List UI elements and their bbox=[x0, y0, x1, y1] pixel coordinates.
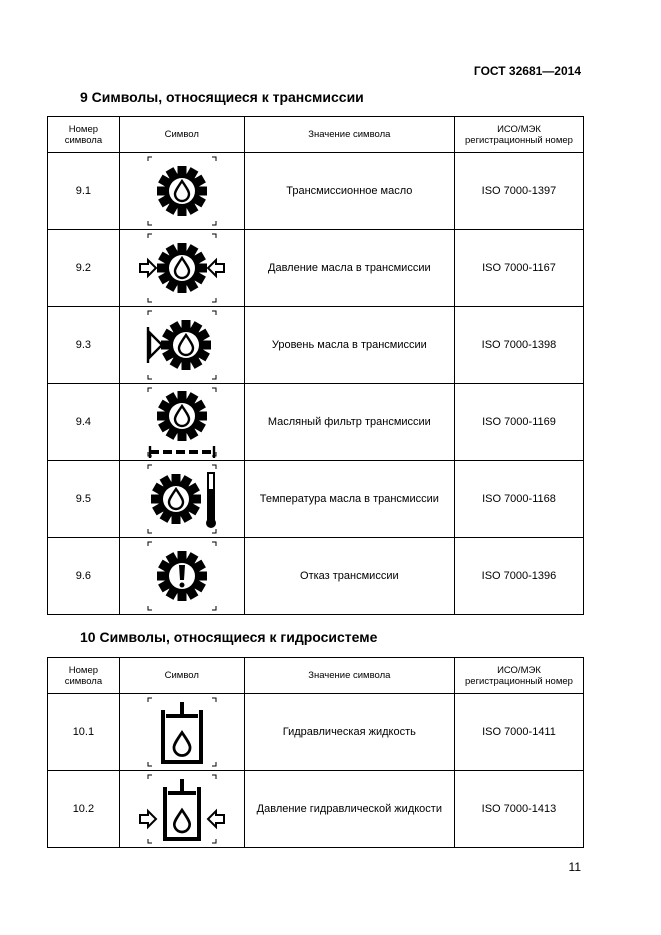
table-row bbox=[48, 694, 584, 771]
header-meaning: Значение символа bbox=[244, 658, 454, 694]
symbol-cell bbox=[119, 153, 244, 230]
symbol-number: 10.1 bbox=[48, 694, 120, 771]
section-10-title: 10 Символы, относящиеся к гидросистеме bbox=[80, 629, 378, 645]
header-reg-number: ИСО/МЭК регистрационный номер bbox=[454, 117, 583, 153]
symbol-reg-number: ISO 7000-1169 bbox=[454, 384, 583, 461]
gear-exclamation-icon bbox=[122, 538, 242, 614]
symbol-meaning: Уровень масла в трансмиссии bbox=[244, 307, 454, 384]
symbol-number: 9.5 bbox=[48, 461, 120, 538]
gear-drop-icon bbox=[122, 153, 242, 229]
symbol-cell bbox=[119, 538, 244, 615]
transmission-symbols-table bbox=[47, 116, 584, 615]
page-number: 11 bbox=[568, 860, 581, 874]
table-row bbox=[48, 153, 584, 230]
gear-drop-thermometer-icon bbox=[122, 461, 242, 537]
symbol-meaning: Гидравлическая жидкость bbox=[244, 694, 454, 771]
hydraulic-fluid-icon bbox=[122, 694, 242, 770]
symbol-cell bbox=[119, 230, 244, 307]
symbol-reg-number: ISO 7000-1168 bbox=[454, 461, 583, 538]
symbol-meaning: Давление гидравлической жидкости bbox=[244, 771, 454, 848]
symbol-reg-number: ISO 7000-1397 bbox=[454, 153, 583, 230]
symbol-meaning: Отказ трансмиссии bbox=[244, 538, 454, 615]
symbol-number: 10.2 bbox=[48, 771, 120, 848]
header-reg-number: ИСО/МЭК регистрационный номер bbox=[454, 658, 583, 694]
symbol-number: 9.2 bbox=[48, 230, 120, 307]
hydraulic-symbols-table bbox=[47, 657, 584, 848]
table-row bbox=[48, 771, 584, 848]
gear-drop-level-icon bbox=[122, 307, 242, 383]
symbol-cell bbox=[119, 307, 244, 384]
table-row bbox=[48, 384, 584, 461]
table-row bbox=[48, 307, 584, 384]
symbol-cell bbox=[119, 771, 244, 848]
document-code: ГОСТ 32681—2014 bbox=[473, 64, 581, 78]
table-row bbox=[48, 461, 584, 538]
symbol-meaning: Масляный фильтр трансмиссии bbox=[244, 384, 454, 461]
symbol-number: 9.6 bbox=[48, 538, 120, 615]
symbol-reg-number: ISO 7000-1167 bbox=[454, 230, 583, 307]
gear-drop-filter-icon bbox=[122, 384, 242, 460]
header-symbol: Символ bbox=[119, 117, 244, 153]
symbol-reg-number: ISO 7000-1396 bbox=[454, 538, 583, 615]
symbol-meaning: Температура масла в трансмиссии bbox=[244, 461, 454, 538]
symbol-number: 9.1 bbox=[48, 153, 120, 230]
table-header-row bbox=[48, 117, 584, 153]
symbol-reg-number: ISO 7000-1413 bbox=[454, 771, 583, 848]
symbol-number: 9.4 bbox=[48, 384, 120, 461]
hydraulic-pressure-icon bbox=[122, 771, 242, 847]
section-9-title: 9 Символы, относящиеся к трансмиссии bbox=[80, 89, 364, 105]
header-number: Номер символа bbox=[48, 117, 120, 153]
symbol-reg-number: ISO 7000-1411 bbox=[454, 694, 583, 771]
symbol-cell bbox=[119, 384, 244, 461]
header-number: Номер символа bbox=[48, 658, 120, 694]
symbol-meaning: Давление масла в трансмиссии bbox=[244, 230, 454, 307]
symbol-meaning: Трансмиссионное масло bbox=[244, 153, 454, 230]
symbol-cell bbox=[119, 694, 244, 771]
table-row bbox=[48, 230, 584, 307]
header-meaning: Значение символа bbox=[244, 117, 454, 153]
gear-drop-pressure-icon bbox=[122, 230, 242, 306]
header-symbol: Символ bbox=[119, 658, 244, 694]
table-row bbox=[48, 538, 584, 615]
symbol-number: 9.3 bbox=[48, 307, 120, 384]
symbol-reg-number: ISO 7000-1398 bbox=[454, 307, 583, 384]
table-header-row bbox=[48, 658, 584, 694]
symbol-cell bbox=[119, 461, 244, 538]
